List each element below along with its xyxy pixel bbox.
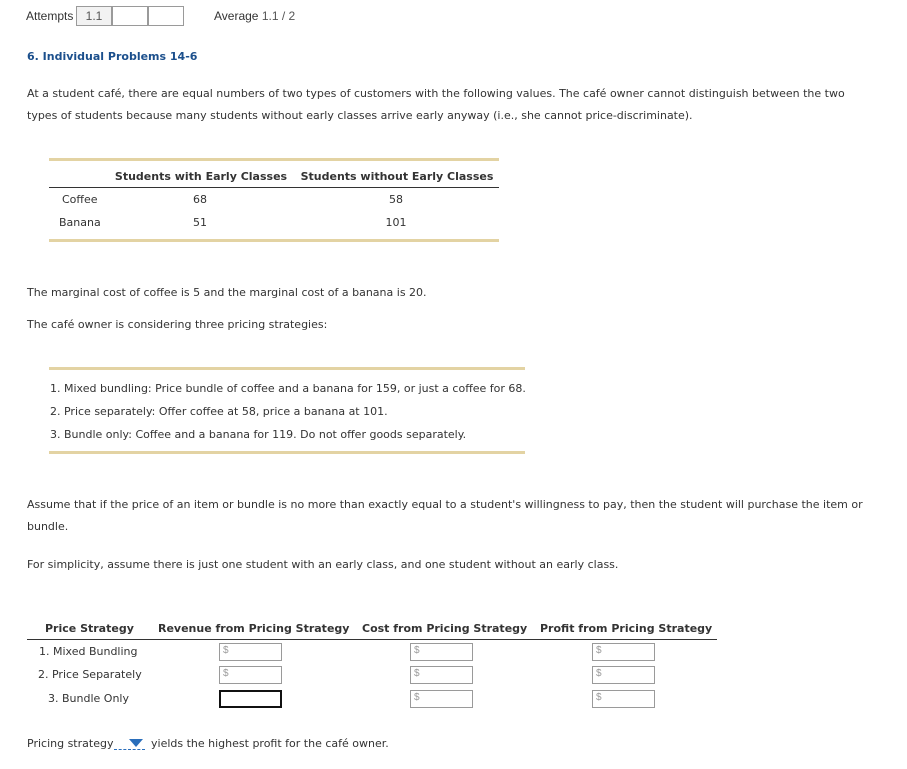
currency-symbol: $: [596, 645, 602, 656]
marginal-cost-text: The marginal cost of coffee is 5 and the marginal cost of a banana is 20.: [27, 286, 427, 299]
cell-coffee-early: 68: [193, 193, 207, 206]
assumption-line: bundle.: [27, 520, 69, 533]
strategies-top-rule: [49, 367, 525, 370]
pricing-strategy-dropdown[interactable]: [114, 736, 145, 750]
attempt-slot: [112, 6, 148, 26]
average-value: 1.1 / 2: [261, 9, 296, 23]
average-label: [214, 9, 295, 23]
conclusion-suffix: yields the highest profit for the café owner.: [151, 737, 389, 750]
profit-input-bundle-only[interactable]: [592, 690, 655, 708]
revenue-input-separately[interactable]: [219, 666, 282, 684]
intro-line: types of students because many students without early classes arrive early anyway (i.e., she cannot price-discriminate).: [27, 109, 693, 122]
revenue-input-bundle-only[interactable]: [219, 690, 282, 708]
currency-symbol: $: [414, 668, 420, 679]
currency-symbol: $: [414, 692, 420, 703]
strategy-item: 3. Bundle only: Coffee and a banana for 119. Do not offer goods separately.: [50, 428, 467, 441]
profit-input-separately[interactable]: [592, 666, 655, 684]
attempt-slot: [148, 6, 184, 26]
cell-banana-no-early: 101: [385, 216, 407, 229]
cost-input-bundle-only[interactable]: [410, 690, 473, 708]
answer-header-profit: Profit from Pricing Strategy: [540, 622, 713, 635]
assumption-paragraph: [27, 494, 887, 538]
column-header-no-early: Students without Early Classes: [300, 170, 494, 183]
strategies-bottom-rule: [49, 451, 525, 454]
row-label-banana: Banana: [59, 216, 101, 229]
currency-symbol: $: [414, 645, 420, 656]
profit-input-mixed[interactable]: [592, 643, 655, 661]
cost-input-separately[interactable]: [410, 666, 473, 684]
simplicity-text: For simplicity, assume there is just one student with an early class, and one student without an early class.: [27, 558, 619, 571]
strategy-label-mixed: 1. Mixed Bundling: [39, 645, 138, 658]
strategy-item: 1. Mixed bundling: Price bundle of coffee and a banana for 159, or just a coffee for 68.: [50, 382, 526, 395]
attempts-label: Attempts: [26, 9, 74, 23]
conclusion-prefix: Pricing strategy: [27, 737, 114, 750]
cell-banana-early: 51: [193, 216, 207, 229]
currency-symbol: $: [596, 668, 602, 679]
attempts-value: 1.1: [76, 6, 112, 26]
revenue-input-mixed[interactable]: [219, 643, 282, 661]
answer-header-cost: Cost from Pricing Strategy: [362, 622, 528, 635]
table-bottom-rule: [49, 239, 499, 242]
chevron-down-icon: [129, 739, 143, 747]
average-label-text: Average: [214, 9, 259, 23]
table-top-rule: [49, 158, 499, 161]
assumption-line: Assume that if the price of an item or bundle is no more than exactly equal to a student's willingness to pay, then the student will purchase the item or: [27, 498, 863, 511]
row-label-coffee: Coffee: [62, 193, 98, 206]
intro-line: At a student café, there are equal numbers of two types of customers with the following values. The café owner cannot distinguish between the two: [27, 87, 845, 100]
currency-symbol: $: [223, 645, 229, 656]
answer-header-revenue: Revenue from Pricing Strategy: [158, 622, 350, 635]
strategy-label-separately: 2. Price Separately: [38, 668, 142, 681]
currency-symbol: $: [596, 692, 602, 703]
header-divider: [49, 187, 499, 188]
intro-paragraph: [27, 83, 887, 127]
cost-input-mixed[interactable]: [410, 643, 473, 661]
strategy-item: 2. Price separately: Offer coffee at 58, price a banana at 101.: [50, 405, 388, 418]
strategy-label-bundle-only: 3. Bundle Only: [48, 692, 129, 705]
strategies-intro: The café owner is considering three pricing strategies:: [27, 318, 328, 331]
currency-symbol: $: [223, 668, 229, 679]
answer-header-divider: [27, 639, 717, 640]
cell-coffee-no-early: 58: [389, 193, 403, 206]
answer-header-strategy: Price Strategy: [45, 622, 134, 635]
problem-title: 6. Individual Problems 14-6: [27, 50, 198, 63]
column-header-early: Students with Early Classes: [114, 170, 288, 183]
